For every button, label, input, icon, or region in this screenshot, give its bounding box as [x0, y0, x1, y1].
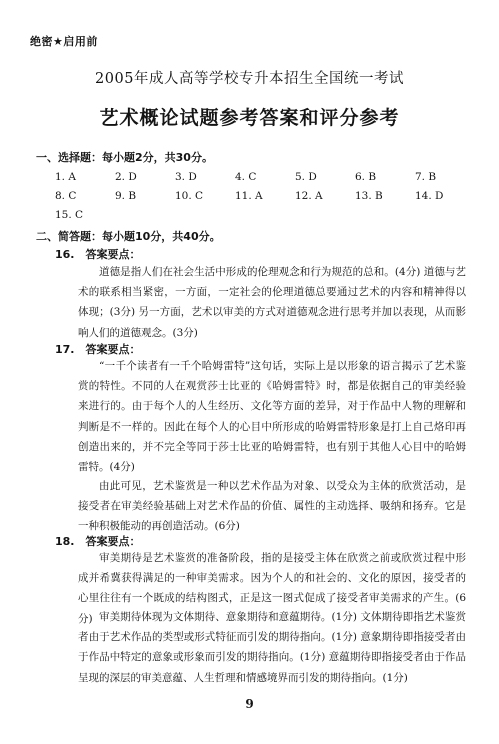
question-17-label: 17. 答案要点： — [55, 343, 141, 356]
answer-item: 3. D — [175, 171, 197, 183]
answer-item: 9. B — [115, 190, 137, 202]
answer-item: 5. D — [295, 171, 317, 183]
page-number: 9 — [245, 697, 254, 711]
section-choice-heading: 一、选择题：每小题2分，共30分。 — [36, 151, 213, 164]
question-16-label: 16. 答案要点： — [55, 248, 141, 261]
question-17-paragraph-2: 由此可见，艺术鉴赏是一种以艺术作品为对象、以受众为主体的欣赏活动，是接受者在审美经验基础上对艺术作品的价值、属性的主动选择、吸纳和扬弃。它是一种积极能动的再创造活动。(6分) — [78, 480, 466, 533]
section-short-answer-heading: 二、简答题：每小题10分，共40分。 — [36, 230, 221, 243]
secret-label: 绝密★启用前 — [30, 35, 98, 48]
answer-item: 11. A — [235, 190, 263, 202]
answer-item: 6. B — [355, 171, 377, 183]
answer-item: 8. C — [55, 190, 77, 202]
answer-item: 10. C — [175, 190, 204, 202]
answer-item: 4. C — [235, 171, 257, 183]
answer-item: 13. B — [355, 190, 383, 202]
question-18-label: 18. 答案要点： — [55, 535, 141, 548]
answer-item: 2. D — [115, 171, 137, 183]
question-16-paragraph: 道德是指人们在社会生活中形成的伦理观念和行为规范的总和。(4分) 道德与艺术的联系相当紧密，一方面，一定社会的伦理道德总要通过艺术的内容和精神得以体现；(3分) 另一方面，艺术以审美的方式对道德观念进行思考并加以表现，从而影响人们的道德观念。(3分) — [78, 266, 466, 339]
answer-item: 7. B — [415, 171, 437, 183]
answer-item: 12. A — [295, 190, 323, 202]
answer-item: 14. D — [415, 190, 444, 202]
exam-title: 2005年成人高等学校专升本招生全国统一考试 — [95, 71, 404, 87]
question-18-paragraph-2: 审美期待体现为文体期待、意象期待和意蕴期待。(1分) 文体期待即指艺术鉴赏者由于艺术作品的类型或形式特征而引发的期待指向。(1分) 意象期待即指接受者由于作品中特定的意象或形象而引发的期待指向。(1分) 意蕴期待即指接受者由于作品呈现的深层的审美意蕴、人生哲理和情感境界而引发的期待指向。(1分) — [78, 611, 466, 684]
answer-item: 15. C — [55, 209, 84, 221]
choice-answer-grid — [55, 170, 475, 223]
question-18-paragraph-1: 审美期待是艺术鉴赏的准备阶段，指的是接受主体在欣赏之前或欣赏过程中形成并希冀获得满足的一种审美需求。因为个人的和社会的、文化的原因，接受者的心里往往有一个既成的结构图式，正是这一图式促成了接受者审美需求的产生。(6分) — [78, 552, 466, 625]
answer-item: 1. A — [55, 171, 76, 183]
question-17-paragraph-1: “一千个读者有一千个哈姆雷特”这句话，实际上是以形象的语言揭示了艺术鉴赏的特性。不同的人在观赏莎士比亚的《哈姆雷特》时，都是依据自己的审美经验来进行的。由于每个人的人生经历、文化等方面的差异，对于作品中人物的理解和判断是不一样的。因此在每个人的心目中所形成的哈姆雷特形象是打上自己烙印再创造出来的，并不完全等同于莎士比亚的哈姆雷特，也有别于其他人心目中的哈姆雷特。(4分) — [78, 360, 466, 474]
exam-subtitle: 艺术概论试题参考答案和评分参考 — [99, 107, 400, 129]
